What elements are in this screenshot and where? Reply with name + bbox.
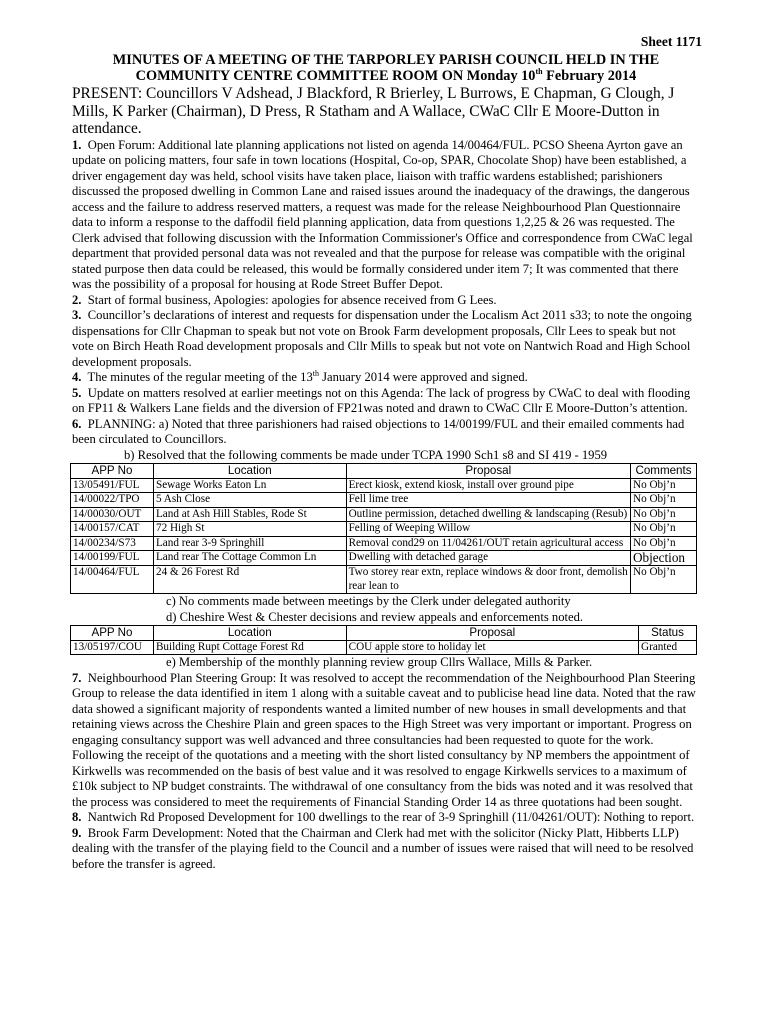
- cell-comments: No Obj’n: [631, 522, 697, 537]
- cell-app-no: 14/00464/FUL: [71, 566, 154, 594]
- cell-comments: No Obj’n: [631, 536, 697, 551]
- header-status: Status: [639, 626, 697, 641]
- table-row: [71, 478, 697, 493]
- item-number: 7.: [72, 670, 82, 685]
- item-number: 2.: [72, 292, 82, 307]
- cell-app-no: 13/05197/COU: [71, 640, 154, 655]
- item-number: 5.: [72, 385, 82, 400]
- item-7: [72, 671, 700, 811]
- item-6: [72, 417, 700, 448]
- header-comments: Comments: [631, 464, 697, 479]
- cell-proposal: Removal cond29 on 11/04261/OUT retain agricultural access: [346, 536, 630, 551]
- item-6d: d) Cheshire West & Chester decisions and review appeals and enforcements noted.: [166, 609, 584, 624]
- table-row: [71, 640, 697, 655]
- cell-comments: No Obj’n: [631, 493, 697, 508]
- cell-app-no: 14/00234/S73: [71, 536, 154, 551]
- title-line-1: MINUTES OF A MEETING OF THE TARPORLEY PARISH COUNCIL HELD IN THE: [112, 52, 660, 68]
- cell-proposal: COU apple store to holiday let: [346, 640, 638, 655]
- table-row: [71, 522, 697, 537]
- item-9: [72, 826, 700, 873]
- item-6b: b) Resolved that the following comments be made under TCPA 1990 Sch1 s8 and SI 419 - 1959: [124, 447, 608, 462]
- title-line-2-start: COMMUNITY CENTRE COMMITTEE ROOM ON Monday 10: [135, 68, 536, 84]
- cell-location: Sewage Works Eaton Ln: [153, 478, 346, 493]
- header-location: Location: [153, 626, 346, 641]
- cell-comments: No Obj’n: [631, 478, 697, 493]
- sheet-number: Sheet 1171: [640, 34, 702, 49]
- item-text: Neighbourhood Plan Steering Group: It was resolved to accept the recommendation of the Neighbourhood Plan Steering Group to release the data identified in item 1 along with a suitable caveat and to publicise head line data. Noted that the raw data showed a significant majority of respondents wanted a limited number of new houses in small developments and that retaining views across the Cheshire Plain and green spaces to the High Street was very important or important. Progress on engaging consultancy support was well advanced and three consultancies had been requested to quote for the work. Following the receipt of the quotations and a meeting with the short listed consultancy by NP members the appointment of Kirkwells was recommended on the basis of best value and it was resolved to engage Kirkwells services to a maximum of £10k subject to NP budget constraints. The withdrawal of one consultancy from the bids was noted and it was resolved that the process was considered to meet the requirements of Financial Standing Order 14 as three quotations had been sought.: [72, 670, 696, 809]
- table-row: [71, 551, 697, 566]
- cell-location: 24 & 26 Forest Rd: [153, 566, 346, 594]
- table-row: [71, 536, 697, 551]
- cell-location: Building Rupt Cottage Forest Rd: [153, 640, 346, 655]
- cell-status: Granted: [639, 640, 697, 655]
- cell-comments: Objection: [631, 551, 697, 566]
- item-text: Nantwich Rd Proposed Development for 100 dwellings to the rear of 3-9 Springhill (11/04261/OUT): Nothing to report.: [87, 810, 695, 824]
- item-text-start: The minutes of the regular meeting of the 13: [87, 370, 313, 384]
- item-text: Councillor’s declarations of interest and requests for dispensation under the Localism Act 2011 s33; to note the ongoing dispensations for Cllr Chapman to speak but not vote on Brook Farm development proposals, Cllr Lees to speak but not vote on Birch Heath Road development proposals and Cllr Mills to speak but not vote on Nantwich Road and High School development proposals.: [72, 308, 692, 369]
- planning-decisions-table: [70, 625, 697, 655]
- planning-comments-table: [70, 463, 697, 594]
- cell-proposal: Outline permission, detached dwelling & landscaping (Resub): [346, 507, 630, 522]
- cell-location: Land rear 3-9 Springhill: [153, 536, 346, 551]
- item-5: [72, 386, 700, 417]
- item-number: 4.: [72, 370, 82, 384]
- item-6e: e) Membership of the monthly planning review group Cllrs Wallace, Mills & Parker.: [166, 655, 593, 669]
- title-line-2-end: February 2014: [542, 68, 637, 84]
- cell-proposal: Erect kiosk, extend kiosk, install over ground pipe: [346, 478, 630, 493]
- cell-app-no: 14/00199/FUL: [71, 551, 154, 566]
- item-4: [72, 370, 700, 386]
- item-number: 8.: [72, 810, 82, 824]
- item-text: Brook Farm Development: Noted that the Chairman and Clerk had met with the solicitor (Nicky Platt, Hibberts LLP) dealing with the transfer of the playing field to the Council and a number of issues were raised that will need to be resolved before the transfer is agreed.: [72, 825, 694, 871]
- item-6c: c) No comments made between meetings by the Clerk under delegated authority: [166, 594, 571, 608]
- table-header-row: [71, 464, 697, 479]
- header-proposal: Proposal: [346, 464, 630, 479]
- table-row: [71, 566, 697, 594]
- title-line-2: [72, 68, 700, 84]
- table-row: [71, 493, 697, 508]
- item-text-end: January 2014 were approved and signed.: [318, 370, 528, 384]
- cell-comments: No Obj’n: [631, 566, 697, 594]
- item-8: [72, 810, 700, 826]
- cell-app-no: 13/05491/FUL: [71, 478, 154, 493]
- item-text-suffix: th: [312, 368, 319, 378]
- item-1: [72, 138, 700, 293]
- item-number: 6.: [72, 416, 82, 431]
- cell-proposal: Dwelling with detached garage: [346, 551, 630, 566]
- item-number: 1.: [72, 137, 82, 152]
- item-text: PLANNING: a) Noted that three parishioners had raised objections to 14/00199/FUL and their emailed comments had been circulated to Councillors.: [72, 416, 685, 446]
- item-text: Update on matters resolved at earlier meetings not on this Agenda: The lack of progress by CWaC to deal with flooding on FP11 & Walkers Lane fields and the diversion of FP21was noted and drawn to CWaC Cllr E Moore-Dutton’s attention.: [72, 385, 691, 415]
- header-location: Location: [153, 464, 346, 479]
- cell-location: Land rear The Cottage Common Ln: [153, 551, 346, 566]
- cell-proposal: Felling of Weeping Willow: [346, 522, 630, 537]
- table-header-row: [71, 626, 697, 641]
- item-text: Open Forum: Additional late planning applications not listed on agenda 14/00464/FUL. PCSO Sheena Ayrton gave an update on policing matters, four safe in town locations (Hospital, Co-op, SPAR, Chocolate Shop) have been established, a driver engagement day was held, school visits have taken place, liaison with traffic wardens established; parishioners discussed the proposed dwelling in Common Lane and raised issues around the inadequacy of the drawings, the dangerous access and the failure to address reserved matters, a request was made for the release Neighbourhood Plan Questionnaire data to inform a response to the daffodil field planning application, data from questions 1,2,25 & 26 was requested. The Clerk advised that following discussion with the Information Commissioner's Office and correspondence from CWaC legal department that provided personal data was not revealed and that the purpose for release was compatible with the original stated purpose then data could be released, this would be formally considered under item 7; It was commented that there was the possibility of a proposal for housing at Rode Street Buffer Depot.: [72, 137, 693, 291]
- title-line-2-suffix: th: [535, 67, 543, 77]
- cell-app-no: 14/00022/TPO: [71, 493, 154, 508]
- table-row: [71, 507, 697, 522]
- present-list: PRESENT: Councillors V Adshead, J Blackford, R Brierley, L Burrows, E Chapman, G Clough, J Mills, K Parker (Chairman), D Press, R Statham and A Wallace, CWaC Cllr E Moore-Dutton in attendance.: [72, 85, 675, 137]
- item-number: 3.: [72, 308, 82, 322]
- header-proposal: Proposal: [346, 626, 638, 641]
- item-2: [72, 293, 700, 309]
- item-3: [72, 308, 700, 370]
- cell-location: Land at Ash Hill Stables, Rode St: [153, 507, 346, 522]
- cell-location: 5 Ash Close: [153, 493, 346, 508]
- item-number: 9.: [72, 825, 82, 840]
- cell-app-no: 14/00157/CAT: [71, 522, 154, 537]
- item-text: Start of formal business, Apologies: apologies for absence received from G Lees.: [87, 292, 497, 307]
- cell-proposal: Fell lime tree: [346, 493, 630, 508]
- cell-location: 72 High St: [153, 522, 346, 537]
- cell-comments: No Obj’n: [631, 507, 697, 522]
- header-app-no: APP No: [71, 464, 154, 479]
- cell-proposal: Two storey rear extn, replace windows & door front, demolish rear lean to: [346, 566, 630, 594]
- header-app-no: APP No: [71, 626, 154, 641]
- minutes-title: [72, 52, 700, 84]
- cell-app-no: 14/00030/OUT: [71, 507, 154, 522]
